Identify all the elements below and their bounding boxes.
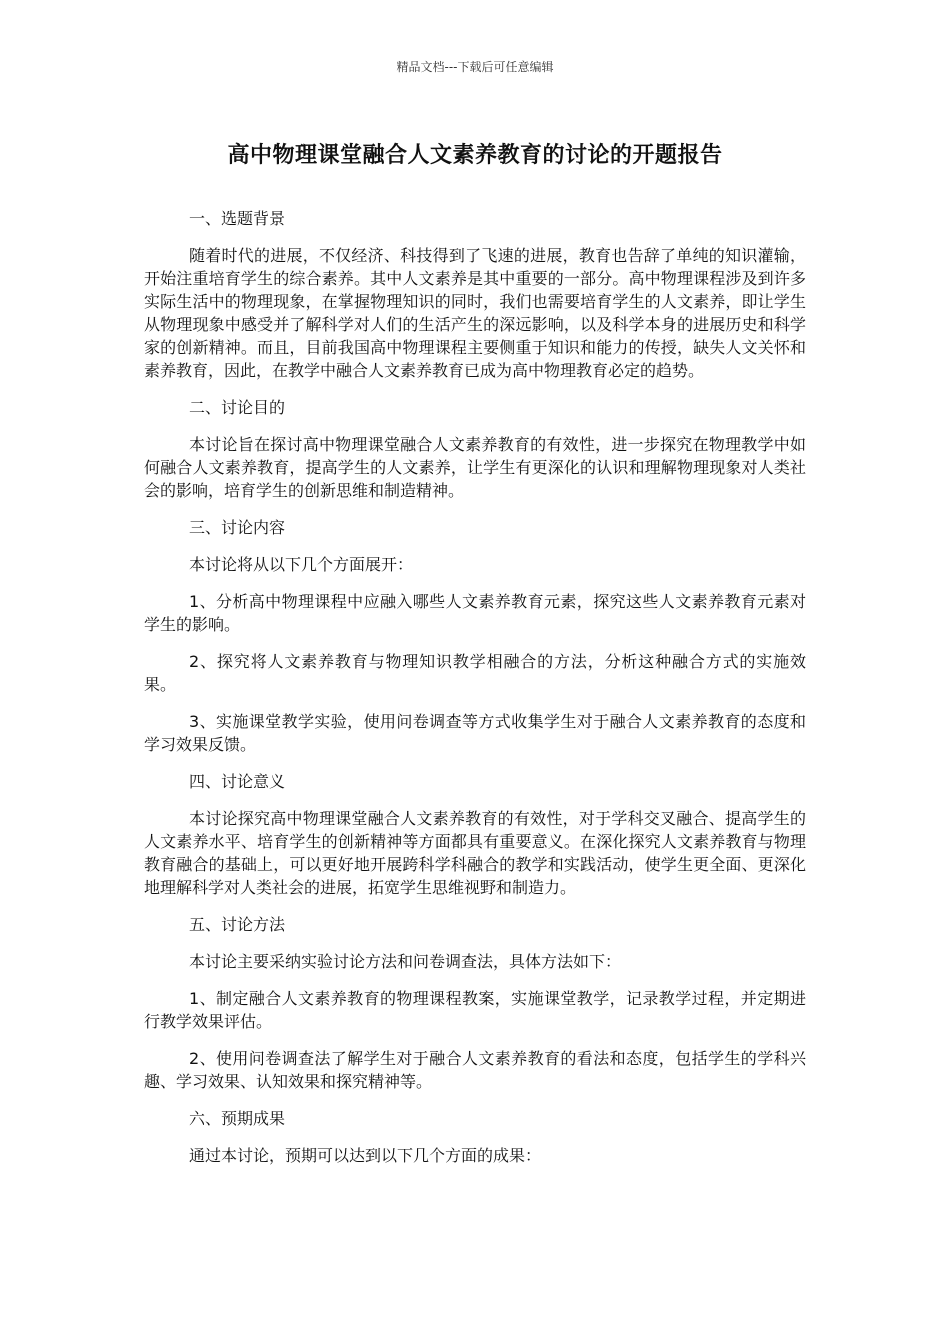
section-heading-purpose: 二、讨论目的: [189, 398, 286, 417]
page-header-note: 精品文档---下载后可任意编辑: [396, 60, 554, 74]
paragraph-purpose: 本讨论旨在探讨高中物理课堂融合人文素养教育的有效性，进一步探究在物理教学中如何融合人文素养教育，提高学生的人文素养，让学生有更深化的认识和理解物理现象对人类社会的影响，培育学生的创新思维和制造精神。: [144, 435, 806, 500]
paragraph-outcomes-intro: 通过本讨论，预期可以达到以下几个方面的成果：: [189, 1146, 542, 1165]
document-body: [144, 207, 806, 1181]
section-heading-significance: 四、讨论意义: [189, 772, 286, 791]
paragraph-content-item-3: 3、实施课堂教学实验，使用问卷调查等方式收集学生对于融合人文素养教育的态度和学习效果反馈。: [144, 712, 806, 754]
paragraph-significance: 本讨论探究高中物理课堂融合人文素养教育的有效性，对于学科交叉融合、提高学生的人文素养水平、培育学生的创新精神等方面都具有重要意义。在深化探究人文素养教育与物理教育融合的基础上，可以更好地开展跨科学科融合的教学和实践活动，使学生更全面、更深化地理解科学对人类社会的进展，拓宽学生思维视野和制造力。: [144, 809, 806, 897]
section-heading-content: 三、讨论内容: [189, 518, 286, 537]
paragraph-method-item-1: 1、制定融合人文素养教育的物理课程教案，实施课堂教学，记录教学过程，并定期进行教学效果评估。: [144, 989, 806, 1031]
paragraph-background: 随着时代的进展，不仅经济、科技得到了飞速的进展，教育也告辞了单纯的知识灌输，开始注重培育学生的综合素养。其中人文素养是其中重要的一部分。高中物理课程涉及到许多实际生活中的物理现象，在掌握物理知识的同时，我们也需要培育学生的人文素养，即让学生从物理现象中感受并了解科学对人们的生活产生的深远影响，以及科学本身的进展历史和科学家的创新精神。而且，目前我国高中物理课程主要侧重于知识和能力的传授，缺失人文关怀和素养教育，因此，在教学中融合人文素养教育已成为高中物理教育必定的趋势。: [144, 246, 806, 380]
paragraph-content-intro: 本讨论将从以下几个方面展开：: [189, 555, 414, 574]
paragraph-method-intro: 本讨论主要采纳实验讨论方法和问卷调查法，具体方法如下：: [189, 952, 622, 971]
paragraph-content-item-1: 1、分析高中物理课程中应融入哪些人文素养教育元素，探究这些人文素养教育元素对学生的影响。: [144, 592, 806, 634]
section-heading-outcomes: 六、预期成果: [189, 1109, 286, 1128]
section-heading-method: 五、讨论方法: [189, 915, 286, 934]
paragraph-method-item-2: 2、使用问卷调查法了解学生对于融合人文素养教育的看法和态度，包括学生的学科兴趣、学习效果、认知效果和探究精神等。: [144, 1049, 806, 1091]
paragraph-content-item-2: 2、探究将人文素养教育与物理知识教学相融合的方法，分析这种融合方式的实施效果。: [144, 652, 806, 694]
section-heading-background: 一、选题背景: [189, 209, 286, 228]
document-title: 高中物理课堂融合人文素养教育的讨论的开题报告: [227, 143, 723, 168]
